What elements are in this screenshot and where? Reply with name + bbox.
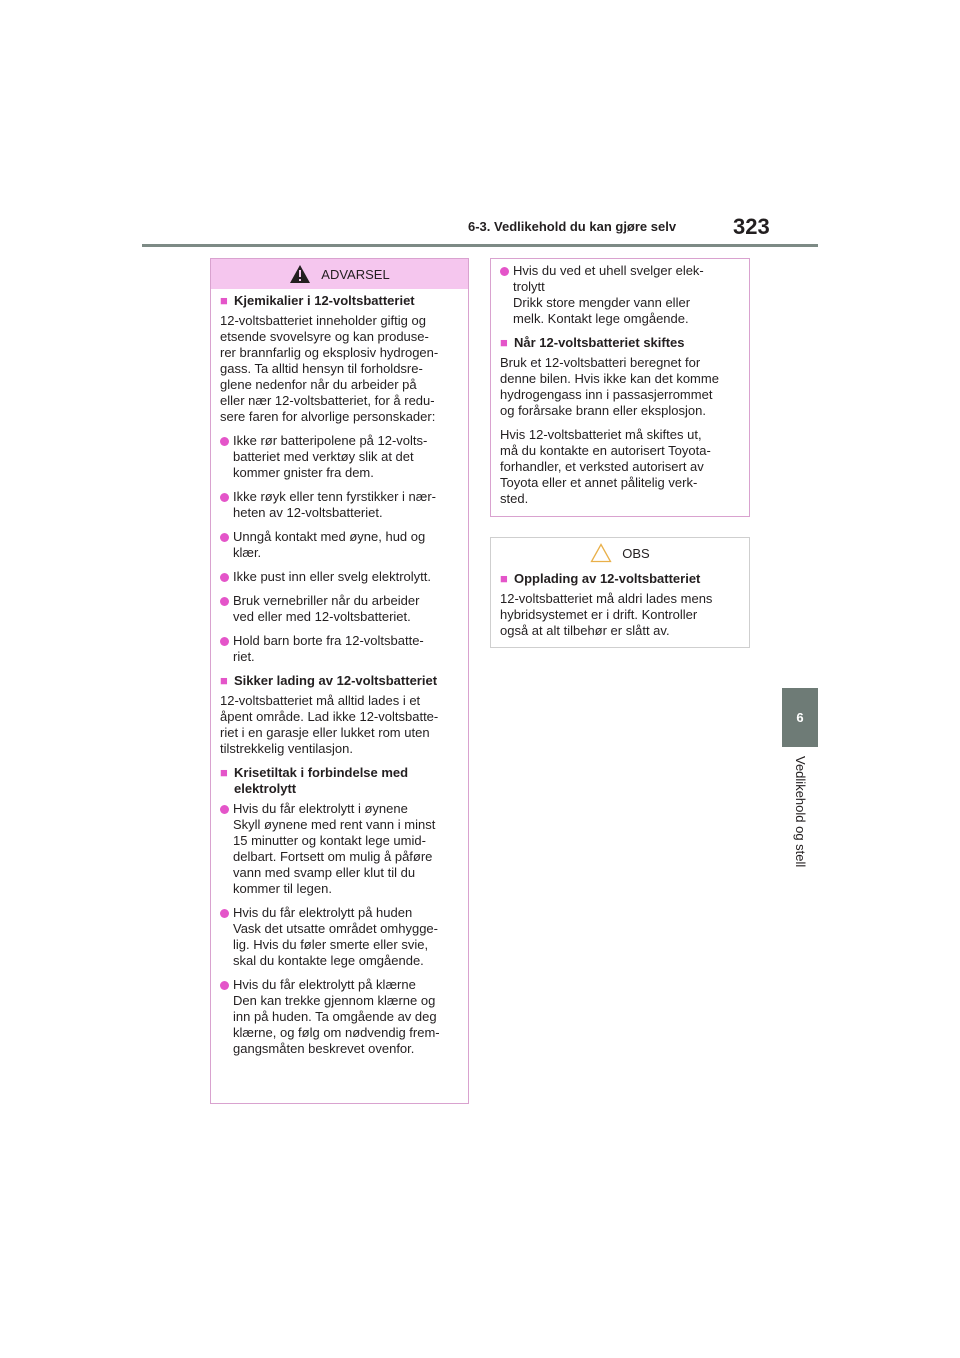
bullet-dot-icon: [500, 267, 509, 276]
bullet-dot-icon: [220, 637, 229, 646]
list-item: Ikke rør batteripolene på 12-volts- batteriet med verktøy slik at det kommer gnister fra dem.: [220, 433, 459, 481]
list-item: Hold barn borte fra 12-voltsbatte- riet.: [220, 633, 459, 665]
warning-header: [211, 259, 468, 289]
bullet-dot-icon: [220, 573, 229, 582]
section-heading: ■ Krisetiltak i forbindelse med elektrolytt: [220, 765, 409, 796]
list-item: Ikke pust inn eller svelg elektrolytt.: [220, 569, 459, 585]
section-heading: ■ Opplading av 12-voltsbatteriet: [500, 571, 701, 586]
square-bullet-icon: ■: [500, 335, 508, 350]
paragraph: 12-voltsbatteriet inneholder giftig og etsende svovelsyre og kan produse- rer brannfarlig og eksplosiv hydrogen- gass. Ta alltid hensyn til forholdsre- glene nedenfor når du arbeider på eller nær 12-voltsbatteriet, for å redu- sere faren for alvorlige personskader:: [220, 313, 439, 424]
paragraph: 12-voltsbatteriet må alltid lades i et åpent område. Lad ikke 12-voltsbatte- riet i en garasje eller lukket rom uten tilstrekkelig ventilasjon.: [220, 693, 439, 756]
bullet-dot-icon: [220, 981, 229, 990]
list-item: Hvis du får elektrolytt på huden Vask det utsatte området omhygge- lig. Hvis du føler smerte eller svie, skal du kontakte lege omgående.: [220, 905, 459, 969]
paragraph: 12-voltsbatteriet må aldri lades mens hybridsystemet er i drift. Kontroller også at alt tilbehør er slått av.: [500, 591, 713, 638]
square-bullet-icon: ■: [500, 571, 508, 586]
section-heading: ■ Når 12-voltsbatteriet skiftes: [500, 335, 685, 350]
section-title: 6-3. Vedlikehold du kan gjøre selv: [468, 219, 677, 234]
list-item: Ikke røyk eller tenn fyrstikker i nær- heten av 12-voltsbatteriet.: [220, 489, 459, 521]
bullet-dot-icon: [220, 805, 229, 814]
list-item: Hvis du ved et uhell svelger elek- trolytt Drikk store mengder vann eller melk. Kontakt lege omgående.: [500, 263, 740, 327]
list-item: Unngå kontakt med øyne, hud og klær.: [220, 529, 459, 561]
warning-box-continued: [490, 258, 750, 517]
bullet-dot-icon: [220, 909, 229, 918]
header-rule: [142, 244, 818, 247]
section-heading: ■ Sikker lading av 12-voltsbatteriet: [220, 673, 438, 688]
chapter-label: Vedlikehold og stell: [793, 756, 808, 868]
notice-title: OBS: [622, 545, 650, 561]
list-item: Hvis du får elektrolytt i øynene Skyll øynene med rent vann i minst 15 minutter og kontakt lege umid- delbart. Fortsett om mulig å påføre vann med svamp eller klut til du kommer til legen.: [220, 801, 459, 897]
list-item: Bruk vernebriller når du arbeider ved eller med 12-voltsbatteriet.: [220, 593, 459, 625]
paragraph: Bruk et 12-voltsbatteri beregnet for denne bilen. Hvis ikke kan det komme hydrogengass inn i passasjerrommet og forårsake brann eller eksplosjon.: [500, 355, 719, 418]
chapter-tab[interactable]: 6: [782, 688, 818, 747]
bullet-dot-icon: [220, 493, 229, 502]
paragraph: Hvis 12-voltsbatteriet må skiftes ut, må du kontakte en autorisert Toyota- forhandler, et verksted autorisert av Toyota eller et annet pålitelig verk- sted.: [500, 427, 711, 506]
page-number: 323: [733, 214, 770, 239]
square-bullet-icon: ■: [220, 765, 228, 780]
bullet-dot-icon: [220, 437, 229, 446]
bullet-dot-icon: [220, 597, 229, 606]
caution-triangle-icon: [590, 543, 612, 563]
square-bullet-icon: ■: [220, 293, 228, 308]
notice-box: [490, 537, 750, 648]
list-item: Hvis du får elektrolytt på klærne Den kan trekke gjennom klærne og inn på huden. Ta omgående av deg klærne, og følg om nødvendig frem- gangsmåten beskrevet ovenfor.: [220, 977, 459, 1057]
notice-header: [491, 538, 749, 568]
bullet-dot-icon: [220, 533, 229, 542]
section-heading: ■ Kjemikalier i 12-voltsbatteriet: [220, 293, 415, 308]
warning-box: [210, 258, 469, 1104]
warning-triangle-icon: [289, 264, 311, 284]
warning-title: ADVARSEL: [321, 266, 390, 282]
square-bullet-icon: ■: [220, 673, 228, 688]
